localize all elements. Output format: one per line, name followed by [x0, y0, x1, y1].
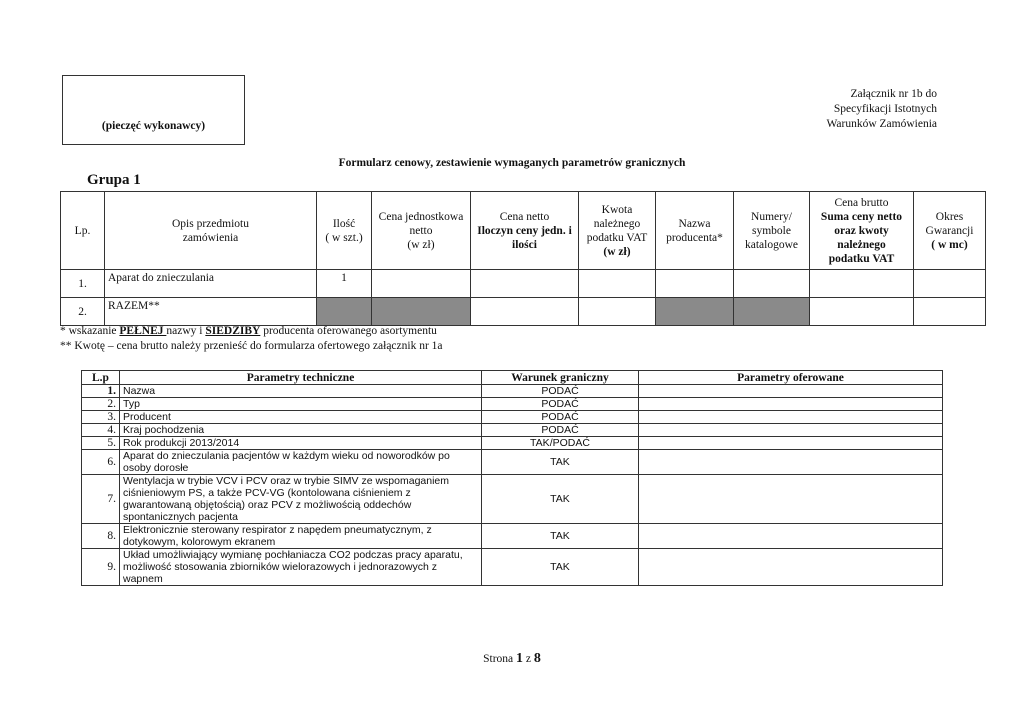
- param-condition: TAK: [482, 524, 639, 549]
- param-text: Układ umożliwiający wymianę pochłaniacza CO2 podczas pracy aparatu, możliwość stosowania zbiorników wielorazowych i jednorazowych z wapnem: [120, 549, 482, 586]
- row-description: Aparat do znieczulania: [105, 270, 317, 298]
- param-lp: 2.: [82, 398, 120, 411]
- table-row: [61, 270, 986, 298]
- shaded-cell: [372, 298, 471, 326]
- contractor-stamp-box: [62, 75, 245, 145]
- table-row: [82, 385, 943, 398]
- warranty-cell[interactable]: [914, 270, 986, 298]
- offered-cell[interactable]: [639, 549, 943, 586]
- price-table-header: [61, 192, 986, 270]
- table-row: [82, 524, 943, 549]
- shaded-cell: [317, 298, 372, 326]
- param-header-lp: L.p: [82, 371, 120, 385]
- attachment-line: Specyfikacji Istotnych: [833, 103, 937, 115]
- attachment-line: Załącznik nr 1b do: [850, 88, 937, 100]
- gross-price-cell[interactable]: [810, 270, 914, 298]
- header-description: Opis przedmiotu zamówienia: [105, 192, 317, 270]
- table-row: [82, 450, 943, 475]
- footnote-amount: ** Kwotę – cena brutto należy przenieść do formularza ofertowego załącznik nr 1a: [60, 340, 443, 352]
- param-text: Typ: [120, 398, 482, 411]
- param-condition: TAK: [482, 475, 639, 524]
- param-condition: TAK/PODAĆ: [482, 437, 639, 450]
- price-table: [60, 191, 986, 326]
- footnote-producer: * wskazanie PEŁNEJ nazwy i SIEDZIBY producenta oferowanego asortymentu: [60, 325, 437, 337]
- header-lp: Lp.: [61, 192, 105, 270]
- param-text: Nazwa: [120, 385, 482, 398]
- param-condition: TAK: [482, 549, 639, 586]
- row-lp: 1.: [61, 270, 105, 298]
- current-page: 1: [516, 651, 524, 666]
- param-condition: PODAĆ: [482, 385, 639, 398]
- param-condition: PODAĆ: [482, 398, 639, 411]
- group-title: Grupa 1: [87, 172, 141, 188]
- footer-prefix: Strona: [483, 653, 517, 665]
- offered-cell[interactable]: [639, 398, 943, 411]
- param-text: Producent: [120, 411, 482, 424]
- param-lp: 8.: [82, 524, 120, 549]
- param-text: Wentylacja w trybie VCV i PCV oraz w trybie SIMV ze wspomaganiem ciśnieniowym PS, a także PCV-VG (kontolowana ciśnieniem z gwarantowaną objętością) oraz PCV z możliwością oddechów spontanicznych pacjenta: [120, 475, 482, 524]
- offered-cell[interactable]: [639, 411, 943, 424]
- stamp-label: (pieczęć wykonawcy): [101, 120, 206, 132]
- param-condition: PODAĆ: [482, 424, 639, 437]
- header-vat-amount: Kwota należnego podatku VAT (w zł): [579, 192, 656, 270]
- producer-cell[interactable]: [656, 270, 734, 298]
- param-lp: 9.: [82, 549, 120, 586]
- table-row: [82, 424, 943, 437]
- table-row: [61, 298, 986, 326]
- parameters-table: [81, 370, 943, 586]
- param-lp: 1.: [82, 385, 120, 398]
- param-header-condition: Warunek graniczny: [482, 371, 639, 385]
- param-header-params: Parametry techniczne: [120, 371, 482, 385]
- header-unit-price: Cena jednostkowa netto (w zł): [372, 192, 471, 270]
- table-row: [82, 549, 943, 586]
- param-text: Rok produkcji 2013/2014: [120, 437, 482, 450]
- row-quantity: 1: [317, 270, 372, 298]
- header-warranty: Okres Gwarancji ( w mc): [914, 192, 986, 270]
- param-header-offered: Parametry oferowane: [639, 371, 943, 385]
- form-title: Formularz cenowy, zestawienie wymaganych parametrów granicznych: [338, 157, 686, 169]
- total-pages: 8: [533, 651, 541, 666]
- header-quantity: Ilość ( w szt.): [317, 192, 372, 270]
- param-text: Kraj pochodzenia: [120, 424, 482, 437]
- header-catalog-numbers: Numery/ symbole katalogowe: [734, 192, 810, 270]
- net-total-cell[interactable]: [471, 298, 579, 326]
- vat-total-cell[interactable]: [579, 298, 656, 326]
- net-price-cell[interactable]: [471, 270, 579, 298]
- header-net-price: Cena netto Iloczyn ceny jedn. i ilości: [471, 192, 579, 270]
- param-lp: 4.: [82, 424, 120, 437]
- param-text: Aparat do znieczulania pacjentów w każdym wieku od noworodków po osoby dorosłe: [120, 450, 482, 475]
- attachment-note: [826, 87, 937, 132]
- param-text: Elektronicznie sterowany respirator z napędem pneumatycznym, z dotykowym, kolorowym ekranem: [120, 524, 482, 549]
- offered-cell[interactable]: [639, 475, 943, 524]
- table-row: [82, 475, 943, 524]
- param-condition: PODAĆ: [482, 411, 639, 424]
- offered-cell[interactable]: [639, 450, 943, 475]
- header-gross-price: Cena brutto Suma ceny netto oraz kwoty należnego podatku VAT: [810, 192, 914, 270]
- page-footer: [0, 651, 1024, 667]
- param-lp: 6.: [82, 450, 120, 475]
- param-lp: 3.: [82, 411, 120, 424]
- row-lp: 2.: [61, 298, 105, 326]
- vat-amount-cell[interactable]: [579, 270, 656, 298]
- param-lp: 5.: [82, 437, 120, 450]
- footer-separator: z: [523, 653, 534, 665]
- attachment-line: Warunków Zamówienia: [826, 118, 937, 130]
- parameters-header: [82, 371, 943, 385]
- param-lp: 7.: [82, 475, 120, 524]
- table-row: [82, 437, 943, 450]
- table-row: [82, 411, 943, 424]
- shaded-cell: [734, 298, 810, 326]
- header-producer: Nazwa producenta*: [656, 192, 734, 270]
- shaded-cell: [656, 298, 734, 326]
- warranty-total-cell[interactable]: [914, 298, 986, 326]
- unit-price-cell[interactable]: [372, 270, 471, 298]
- row-description: RAZEM**: [105, 298, 317, 326]
- offered-cell[interactable]: [639, 385, 943, 398]
- catalog-number-cell[interactable]: [734, 270, 810, 298]
- offered-cell[interactable]: [639, 524, 943, 549]
- table-row: [82, 398, 943, 411]
- gross-total-cell[interactable]: [810, 298, 914, 326]
- offered-cell[interactable]: [639, 437, 943, 450]
- param-condition: TAK: [482, 450, 639, 475]
- offered-cell[interactable]: [639, 424, 943, 437]
